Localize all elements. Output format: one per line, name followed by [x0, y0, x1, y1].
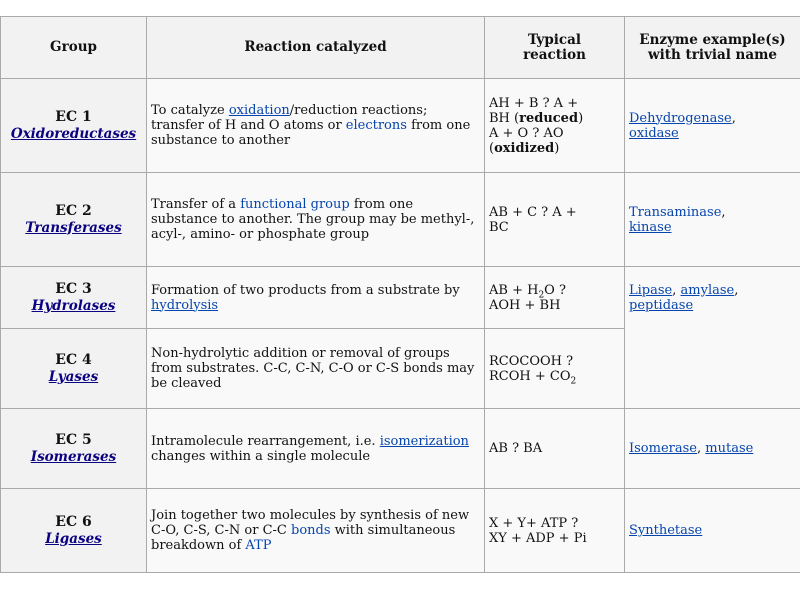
enzyme-cell-ec4	[625, 329, 800, 409]
link-peptidase[interactable]: peptidase	[629, 297, 694, 313]
reaction-cell-ec5	[147, 409, 485, 489]
header-group	[1, 17, 147, 79]
typical-bold: oxidized	[494, 140, 555, 156]
link-mutase[interactable]: mutase	[705, 441, 754, 456]
group-cell-ec5	[1, 409, 147, 489]
group-cell-ec1	[1, 79, 147, 173]
header-enzyme-line2: with trivial name	[648, 46, 777, 63]
enzyme-cell-ec1	[625, 79, 800, 173]
typical-line: RCOCOOH ?	[489, 353, 574, 369]
group-code-ec6: EC 6	[55, 513, 92, 530]
group-code-ec5: EC 5	[55, 431, 92, 448]
enzyme-separator: ,	[672, 282, 677, 298]
typical-subscript: 2	[538, 290, 545, 301]
typical-line: AB + C ? A +	[489, 204, 577, 220]
reaction-cell-ec3	[147, 267, 485, 329]
typical-line: AB ? BA	[489, 441, 543, 456]
link-transaminase[interactable]: Transaminase	[629, 204, 722, 220]
header-reaction-label: Reaction catalyzed	[244, 39, 387, 55]
typical-line: XY + ADP + Pi	[489, 530, 587, 546]
table-row-ec2	[1, 173, 800, 267]
reaction-cell-ec6	[147, 489, 485, 573]
header-typical-line1: Typical	[527, 31, 582, 48]
typical-line: X + Y+ ATP ?	[489, 515, 579, 531]
group-link-lyases[interactable]: Lyases	[48, 368, 99, 385]
reaction-cell-ec2	[147, 173, 485, 267]
link-functional-group[interactable]: functional group	[240, 197, 350, 212]
typical-line: )	[554, 140, 560, 156]
link-isomerase[interactable]: Isomerase	[629, 441, 697, 456]
table-row-ec3	[1, 267, 800, 329]
reaction-text: changes within a single molecule	[151, 448, 371, 464]
link-oxidation[interactable]: oxidation	[228, 103, 290, 118]
enzyme-cell-ec6	[625, 489, 800, 573]
typical-bold: reduced	[519, 110, 579, 126]
reaction-text: Join together two molecules by synthesis of new C-O, C-S, C-N or C-C	[151, 508, 470, 538]
typical-cell-ec2	[485, 173, 625, 267]
link-amylase[interactable]: amylase	[680, 282, 735, 298]
table-row-ec4	[1, 329, 800, 409]
enzyme-separator: ,	[731, 110, 736, 126]
header-group-label: Group	[50, 39, 97, 55]
enzyme-cell-ec5	[625, 409, 800, 489]
reaction-text: with simultaneous breakdown of	[151, 523, 456, 553]
header-enzyme-line1: Enzyme example(s)	[639, 31, 786, 48]
typical-cell-ec6	[485, 489, 625, 573]
link-synthetase[interactable]: Synthetase	[629, 523, 703, 538]
enzyme-separator: ,	[696, 441, 702, 456]
typical-line: AOH + BH	[489, 297, 561, 313]
table-row-ec6	[1, 489, 800, 573]
group-cell-ec6	[1, 489, 147, 573]
group-link-ligases[interactable]: Ligases	[45, 530, 102, 547]
group-link-isomerases[interactable]: Isomerases	[30, 448, 117, 465]
typical-line: (	[489, 140, 495, 156]
link-atp[interactable]: ATP	[245, 538, 272, 553]
header-typical	[485, 17, 625, 79]
link-bonds[interactable]: bonds	[291, 523, 331, 538]
group-code-ec2: EC 2	[55, 202, 92, 219]
group-link-transferases[interactable]: Transferases	[25, 219, 122, 236]
typical-line: AB + H	[489, 282, 539, 298]
group-cell-ec2	[1, 173, 147, 267]
link-kinase[interactable]: kinase	[629, 219, 672, 235]
enzyme-cell-ec3	[625, 267, 800, 329]
link-oxidase[interactable]: oxidase	[629, 125, 679, 141]
link-hydrolysis[interactable]: hydrolysis	[151, 297, 219, 313]
typical-subscript: 2	[570, 376, 577, 387]
enzyme-cell-ec2	[625, 173, 800, 267]
typical-line: O ?	[544, 282, 566, 298]
reaction-text: from one substance to another. The group may be methyl-, acyl-, amino- or phosphate group	[151, 197, 475, 242]
enzyme-classification-table-wrapper	[0, 16, 800, 572]
reaction-text: /reduction reactions; transfer of H and O atoms or	[151, 103, 428, 133]
reaction-text: Intramolecule rearrangement, i.e.	[151, 433, 380, 449]
header-row	[1, 17, 800, 79]
enzyme-classification-table	[0, 16, 800, 573]
link-lipase[interactable]: Lipase	[629, 282, 673, 298]
group-cell-ec4	[1, 329, 147, 409]
link-isomerization[interactable]: isomerization	[379, 433, 469, 449]
typical-line: BC	[489, 219, 509, 235]
header-typical-line2: reaction	[523, 46, 586, 63]
typical-line: )	[578, 110, 584, 126]
typical-line: BH (	[489, 110, 520, 126]
header-enzyme	[625, 17, 800, 79]
table-row-ec1	[1, 79, 800, 173]
table-row-ec5	[1, 409, 800, 489]
reaction-text: To catalyze	[151, 103, 229, 118]
group-link-hydrolases[interactable]: Hydrolases	[31, 297, 116, 314]
header-reaction	[147, 17, 485, 79]
group-code-ec3: EC 3	[55, 280, 92, 297]
group-cell-ec3	[1, 267, 147, 329]
typical-line: RCOH + CO	[489, 368, 571, 384]
group-code-ec4: EC 4	[55, 351, 92, 368]
typical-cell-ec1	[485, 79, 625, 173]
typical-cell-ec4	[485, 329, 625, 409]
group-code-ec1: EC 1	[55, 108, 92, 125]
reaction-text: from one substance to another	[151, 118, 471, 148]
typical-cell-ec5	[485, 409, 625, 489]
enzyme-separator: ,	[721, 204, 726, 220]
reaction-cell-ec1	[147, 79, 485, 173]
reaction-text: Formation of two products from a substrate by	[151, 282, 460, 298]
group-link-oxidoreductases[interactable]: Oxidoreductases	[10, 125, 137, 142]
typical-cell-ec3	[485, 267, 625, 329]
typical-line: AH + B ? A +	[489, 95, 579, 111]
link-electrons[interactable]: electrons	[345, 118, 407, 133]
reaction-cell-ec4	[147, 329, 485, 409]
link-dehydrogenase[interactable]: Dehydrogenase	[629, 110, 732, 126]
reaction-text: Transfer of a	[151, 197, 241, 212]
reaction-text: Non-hydrolytic addition or removal of groups from substrates. C-C, C-N, C-O or C-S bonds may be cleaved	[151, 346, 475, 391]
typical-line: A + O ? AO	[489, 125, 564, 141]
enzyme-separator: ,	[734, 282, 739, 298]
